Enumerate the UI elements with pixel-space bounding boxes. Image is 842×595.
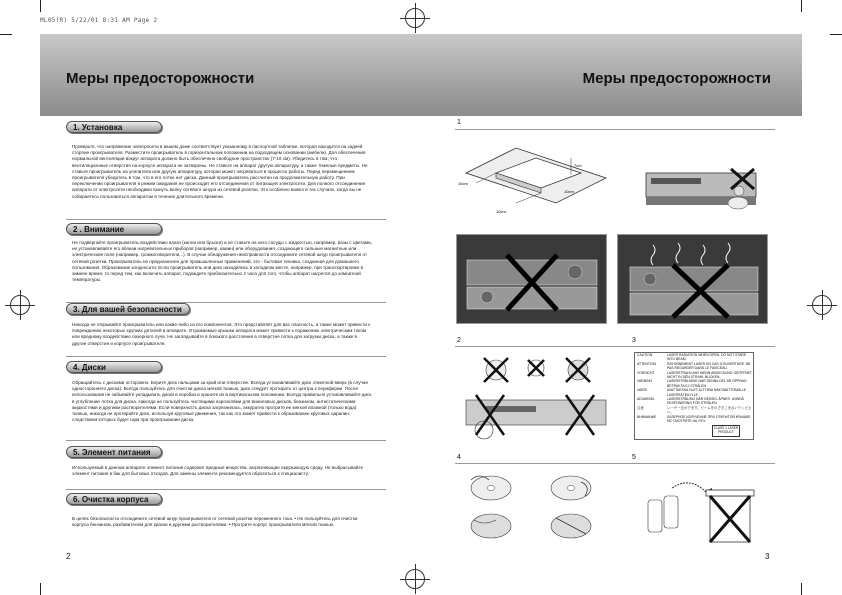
section-heading-caution: 2 . Внимание xyxy=(66,223,162,235)
warning-row: ADVARSEL LASERSTRÅLING NÅR DEKSEL ÅPNES. UNNGÅ EKSPONERING FOR STRÅLEN. xyxy=(637,397,744,406)
divider xyxy=(66,219,386,220)
divider xyxy=(66,356,386,357)
figure-number: 4 xyxy=(457,454,461,461)
header-band xyxy=(40,34,802,116)
disc-handling-drawing xyxy=(456,350,616,442)
figure-number: 2 xyxy=(457,337,461,344)
battery-disposal-illustration xyxy=(640,470,760,550)
registration-mark-icon xyxy=(405,8,425,28)
section-heading-discs: 4. Диски xyxy=(66,361,162,373)
page-number-right: 3 xyxy=(765,552,770,561)
warning-row: ATTENTION RAYONNEMENT LASER EN CAS D'OUVERTURE. NE PAS REGARDER DANS LE FAISCEAU. xyxy=(637,361,751,371)
crop-mark xyxy=(830,34,842,35)
page-title-left: Меры предосторожности xyxy=(66,70,255,87)
section-heading-cleaning: 6. Очистка корпуса xyxy=(66,493,162,505)
dim-label: 10cm xyxy=(496,209,506,214)
crop-mark xyxy=(801,0,802,12)
section-heading-safety: 3. Для вашей безопасности xyxy=(66,303,190,315)
divider xyxy=(455,129,775,130)
player-clearance-illustration xyxy=(456,133,766,223)
section-text-battery: Используемый в данном аппарате элемент питания содержит вредные вещества, загрязняющие окружающую среду. Не выбрасывайте элемент питания в бак для бытовых отходов. Для замены элемента рекомендуется обратиться к специалисту. xyxy=(72,465,364,477)
heat-equipment-illustration xyxy=(618,235,768,324)
section-heading-installation: 1. Установка xyxy=(66,121,162,133)
amplifier-stack-illustration xyxy=(457,235,607,324)
section-text-discs: Обращайтесь с дисками осторожно. Берите диск пальцами за край или отверстие. Всегда устанавливайте диск этикеткой вверх (в случае одностороннего диска). Всегда пользуйтесь для очистки диска мягкой тканью, диск следует протирать от центра к периферии. После использования не забывайте укладывать диски в коробки и храните их в вертикальном положении. Всегда правильно устанавливайте диск в углубление лотка для диска. Никогда не пользуйтесь чистящими аэрозолями для виниловых дисков, бензином, антистатическими жидкостями и другими растворителями. Если поверхность диска загрязнилась, аккуратно протрите ее мягкой влажной (только вода) тканью, никогда не протирайте диск, используя круговые движения, так как это может привести к образованию круговых царапин; следствием которых будет шум при проигрывании диска. xyxy=(72,380,372,423)
section-heading-battery: 5. Элемент питания xyxy=(66,446,162,458)
placement-diagram xyxy=(456,133,766,223)
warning-row: 注意 レーザー光がでます。ビームをのぞきこまないでください。 xyxy=(637,405,752,415)
battery-bin-drawing xyxy=(640,470,760,550)
divider xyxy=(455,463,775,464)
figure-number: 3 xyxy=(632,337,636,344)
section-text-safety: Никогда не открывайте проигрыватель или какие-либо из его компонентов. Это представляет для вас опасность, а также может привести к повреждению некоторых хрупких деталей в аппарате. Отражаемые крышки аппарата может привести к поражению электрическим током или вредному воздействию лазерного луча. Не заглядывайте в близкого расстояния в отверстие лотка для загрузки диска, а также в другие отверстия и корпусе проигрывателя. xyxy=(72,322,371,346)
crop-mark xyxy=(801,583,802,595)
page-title-right: Меры предосторожности xyxy=(582,70,771,87)
figure-number: 5 xyxy=(632,454,636,461)
divider xyxy=(66,489,386,490)
warning-row: VARO! AVATTAESSA OLET ALTTIINA NÄKYMÄTTÖMÄLLE LASERSÄTEILYLLE. xyxy=(637,388,747,397)
divider xyxy=(455,346,775,347)
crop-mark xyxy=(40,0,41,12)
heat-source-photo xyxy=(617,234,768,324)
registration-mark-icon xyxy=(10,295,30,315)
disc-holding-drawing xyxy=(456,468,616,548)
section-text-cleaning: В целях безопасности отсоедините сетевой шнур проигрывателя от сетевой розетки переменного тока. • Не пользуйтесь для очистки корпуса бензином, разбавителем для краски и другими растворителями. • Протрите корпус проигрывателя мягкой тканью. xyxy=(72,516,358,528)
crop-mark xyxy=(0,34,12,35)
warning-row: VARNING LASERSTRÅLNING NÄR DENNA DEL ÄR ÖPPNAD. BETRAKTA EJ STRÅLEN. xyxy=(637,379,748,388)
crop-mark xyxy=(40,583,41,595)
figure-number: 1 xyxy=(457,119,461,126)
disc-holding-illustration xyxy=(456,468,616,548)
registration-mark-icon xyxy=(405,569,425,589)
dim-label: 10cm xyxy=(564,189,574,194)
class1-laser-badge: CLASS 1 LASER PRODUCT xyxy=(712,425,740,437)
disc-handling-illustration xyxy=(456,350,616,442)
section-text-caution: Не подвергайте проигрыватель воздействию влаги (капли или брызги) и не ставьте на него сосуды с жидкостью, например, вазы с цветами, не устанавливайте его вблизи нагревательных приборов (например, камин) или оборудования, создающего сильные магнитные или электрические поля (например, громкоговорители...). В случае обнаружения неисправности отсоедините сетевой шнур проигрывателя от сетевой розетки. Проигрыватель не предназначен для промышленных применений, это - бытовая техника, созданная для домашнего пользования. Образование конденсата: Если проигрыватель или диск находились в холодном месте, например, при транспортировке в зимнее время, то перед тем, как включить аппарат, подождите приблизительно 2 часа для того, чтобы аппарат нагрелся до комнатной температуры. xyxy=(72,240,372,283)
registration-mark-icon xyxy=(812,295,832,315)
section-text-installation: Проверьте, что напряжение электросети в вашем доме соответствует указанному в паспортной табличке, которая находится на задней стороне проигрывателя. Разместите проигрыватель в горизонтальном положении на подходящем основании (мебели). Для обеспечения нормальной вентиляции вокруг аппарата должно быть обеспечено свободное пространство (7-10 см). Убедитесь в том, что вентиляционные отверстия на корпусе аппарата не затворены. Не ставьте на аппарат другую аппаратуру, а также тяжелые предметы. Не ставьте проигрыватель на усилители или другую аппаратуру, которая может нагреваться в процессе работы. Перед перемещением проигрывателя убедитесь в том, что в его лотке нет диска. Данный проигрыватель рассчитан на продолжительную работу. При переключении проигрывателя в режим ожидания не происходит его отсоединения от питающей электросети. Для полного отсоединения аппарата от электросети необходимо вынуть вилку сетевого шнура из сетевой розетки. Это особенно важно в тех случаях, когда вы не собираетесь пользоваться аппаратом в течение длительного времени. xyxy=(72,144,368,199)
warning-row: VORSICHT LASERSTRAHLUNG WENN ABDECKUNG GEÖFFNET. NICHT IN DEN STRAHL BLICKEN. xyxy=(637,370,753,380)
print-slug: ML05(R) 5/22/01 8:31 AM Page 2 xyxy=(40,17,158,24)
dim-label: 7cm xyxy=(574,163,582,168)
dim-label: 10cm xyxy=(458,181,468,186)
warning-row: CAUTION LASER RADIATION WHEN OPEN. DO NOT STARE INTO BEAM. xyxy=(637,353,747,362)
divider xyxy=(66,440,386,441)
page-number-left: 2 xyxy=(66,552,71,561)
warning-row: ВНИМАНИЕ ЛАЗЕРНОЕ ИЗЛУЧЕНИЕ ПРИ ОТКРЫТОЙ КРЫШКЕ. НЕ СМОТРИТЕ НА ЛУЧ. xyxy=(637,414,752,424)
stacked-equipment-photo xyxy=(456,234,607,324)
